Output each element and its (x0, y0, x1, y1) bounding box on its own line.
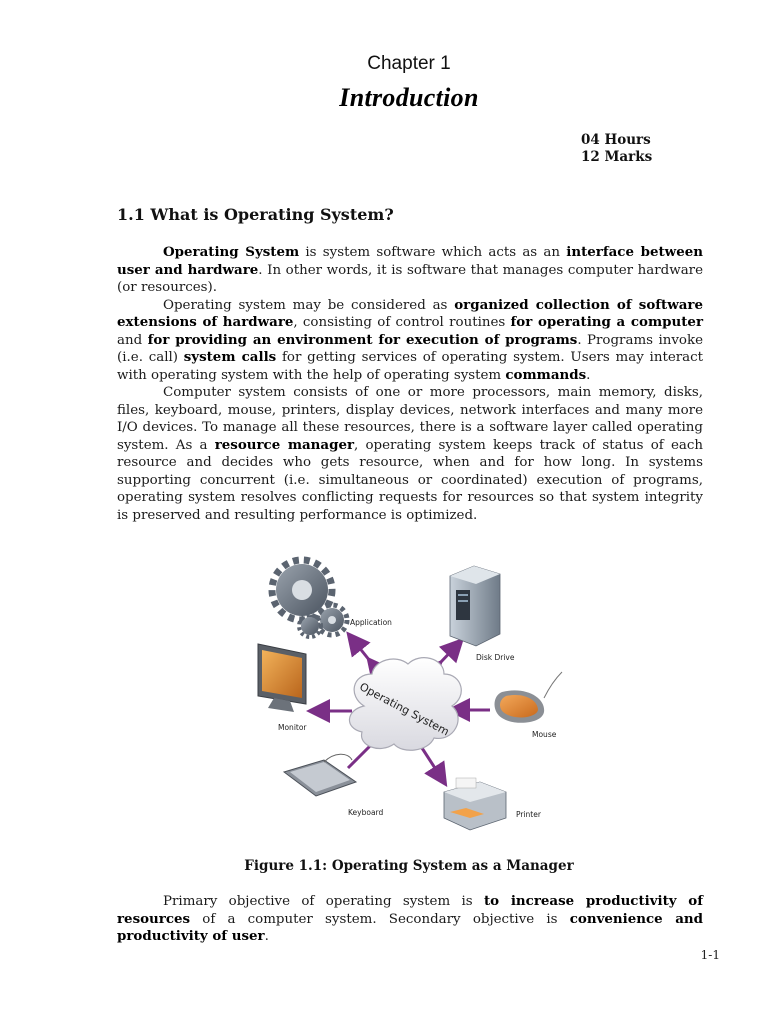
paragraph-text: . In other words, it is software that manages computer hardware (or resources). (117, 262, 704, 295)
keyboard-label: Keyboard (348, 808, 384, 817)
marks-label: 12 Marks (581, 149, 653, 165)
section-heading: 1.1 What is Operating System? (117, 205, 394, 224)
chapter-title: Introduction (339, 83, 479, 112)
paragraph-text: . Programs invoke (i.e. call) (117, 332, 704, 365)
emphasized-text: system calls (183, 349, 277, 365)
chapter-meta (581, 132, 652, 166)
keyboard-icon (284, 754, 356, 796)
os-cloud (349, 658, 461, 751)
os-diagram (244, 556, 574, 846)
emphasized-text: organized collection of software extensions of hardware (117, 296, 703, 330)
paragraph-text: , operating system keeps track of status of each resource and decides who gets resource, when and for how long. In systems supporting concurrent (i.e. simultaneous or coordinated) execution of programs, operating system resolves conflicting requests for resources so that system integrity is preserved and resulting performance is optimized. (117, 437, 703, 523)
figure-os-manager (244, 556, 574, 846)
paragraph-text: and (117, 332, 148, 348)
figure-caption: Figure 1.1: Operating System as a Manager (244, 858, 574, 874)
emphasized-text: for providing an environment for execution of programs (147, 331, 578, 348)
application-node (272, 560, 392, 637)
monitor-label: Monitor (278, 723, 307, 732)
paragraph-text: of a computer system. Secondary objective is (190, 911, 570, 927)
section-paragraph (117, 244, 703, 297)
printer-icon (444, 778, 506, 830)
printer-node (444, 778, 542, 830)
emphasized-text: Operating System (163, 244, 300, 260)
closing-body (117, 893, 703, 946)
section-body (117, 244, 703, 524)
arrow-disk-drive (439, 642, 460, 664)
os-cloud-label: Operating System (357, 680, 452, 739)
arrow-application (350, 636, 370, 661)
arrow-printer (422, 748, 444, 782)
section-paragraph (117, 384, 703, 524)
paragraph-text: is system software which acts as an (299, 245, 567, 260)
gear-icon (272, 560, 347, 637)
paragraph-text: . (264, 929, 269, 944)
paragraph-text: . (586, 367, 591, 383)
mouse-label: Mouse (532, 730, 557, 739)
monitor-node (258, 644, 307, 732)
emphasized-text: to increase productivity of resources (117, 893, 703, 927)
paragraph-text: , consisting of control routines (293, 315, 511, 330)
disk-drive-label: Disk Drive (476, 653, 515, 662)
tower-icon (450, 566, 500, 646)
emphasized-text: convenience and productivity of user (117, 910, 704, 944)
chapter-label: Chapter 1 (367, 53, 451, 74)
section-paragraph (117, 297, 703, 385)
printer-label: Printer (516, 810, 541, 819)
disk-drive-node (450, 566, 515, 662)
paragraph-text: Operating system may be considered as (163, 297, 455, 313)
mouse-node (495, 672, 563, 739)
paragraph-text: for getting services of operating system. Users may interact with operating system with the help of operating system (117, 350, 704, 383)
paragraph-text: Primary objective of operating system is (163, 894, 484, 909)
monitor-icon (258, 644, 306, 712)
mouse-icon (495, 672, 563, 723)
page-number: 1-1 (700, 948, 720, 962)
application-label: Application (350, 618, 392, 627)
closing-paragraph (117, 893, 703, 946)
emphasized-text: resource manager (214, 436, 355, 453)
paragraph-text: Computer system consists of one or more processors, main memory, disks, files, keyboard, mouse, printers, display devices, network interfaces and many more I/O devices. To manage all these resources, there is a software layer called operating system. As a (117, 385, 703, 453)
emphasized-text: commands (505, 366, 587, 383)
hours-label: 04 Hours (581, 132, 651, 148)
emphasized-text: for operating a computer (510, 314, 703, 330)
keyboard-node (284, 754, 383, 817)
emphasized-text: interface between user and hardware (117, 244, 703, 278)
